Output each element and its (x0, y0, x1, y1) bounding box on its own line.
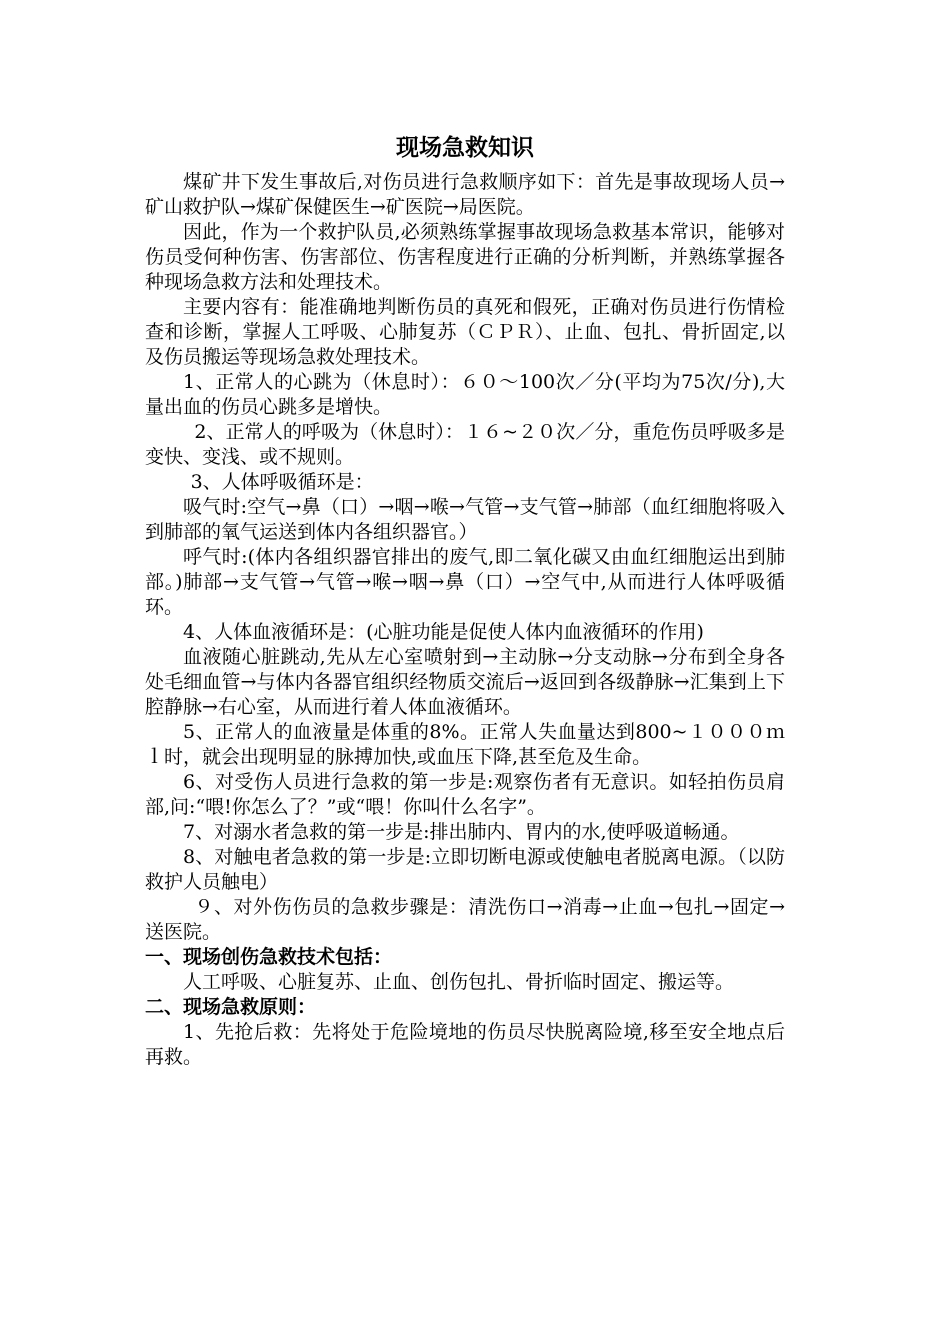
paragraph-item-3-respiration-cycle: 3、人体呼吸循环是： (190, 471, 374, 493)
paragraph-exhale: 呼气时:(体内各组织器官排出的废气,即二氧化碳又由血红细胞运出到肺部。)肺部→支气管→气管→喉→咽→鼻（口）→空气中,从而进行人体呼吸循环。 (145, 546, 785, 618)
paragraph-item-1-heartbeat: 1、正常人的心跳为（休息时）：６０～100次／分(平均为75次/分),大量出血的伤员心跳多是增快。 (145, 371, 785, 418)
document-title: 现场急救知识 (396, 135, 534, 161)
paragraph-item-6-first-step: 6、对受伤人员进行急救的第一步是:观察伤者有无意识。如轻拍伤员肩部,问:“喂!你怎么了？”或“喂！你叫什么名字”。 (145, 771, 785, 818)
paragraph-trauma-techniques: 人工呼吸、心脏复苏、止血、创伤包扎、骨折临时固定、搬运等。 (183, 971, 735, 993)
paragraph-item-9-trauma-steps: ９、对外伤伤员的急救步骤是：清洗伤口→消毒→止血→包扎→固定→送医院。 (145, 896, 785, 943)
paragraph-main-content: 主要内容有：能准确地判断伤员的真死和假死，正确对伤员进行伤情检查和诊断，掌握人工呼吸、心肺复苏（ＣＰＲ）、止血、包扎、骨折固定,以及伤员搬运等现场急救处理技术。 (145, 296, 785, 368)
paragraph-rescue-order: 煤矿井下发生事故后,对伤员进行急救顺序如下：首先是事故现场人员→矿山救护队→煤矿保健医生→矿医院→局医院。 (145, 171, 785, 218)
paragraph-item-4-blood-circulation: 4、人体血液循环是：(心脏功能是促使人体内血液循环的作用) (183, 621, 704, 643)
paragraph-inhale: 吸气时:空气→鼻（口）→咽→喉→气管→支气管→肺部（血红细胞将吸入到肺部的氧气运送到体内各组织器官。） (145, 496, 785, 543)
paragraph-item-7-drowning: 7、对溺水者急救的第一步是:排出肺内、胃内的水,使呼吸道畅通。 (183, 821, 740, 843)
document-body (145, 132, 785, 1070)
paragraph-item-2-breathing: 2、正常人的呼吸为（休息时）：１６~２０次／分，重危伤员呼吸多是变快、变浅、或不规则。 (145, 421, 785, 468)
paragraph-item-8-electric-shock: 8、对触电者急救的第一步是:立即切断电源或使触电者脱离电源。（以防救护人员触电） (145, 846, 785, 893)
paragraph-blood-flow: 血液随心脏跳动,先从左心室喷射到→主动脉→分支动脉→分布到全身各处毛细血管→与体内各器官组织经物质交流后→返回到各级静脉→汇集到上下腔静脉→右心室，从而进行着人体血液循环。 (145, 646, 785, 718)
section-heading-rescue-principles: 二、现场急救原则： (145, 996, 317, 1018)
section-heading-trauma-techniques: 一、现场创伤急救技术包括： (145, 946, 393, 968)
paragraph-rescuer-skills: 因此，作为一个救护队员,必须熟练掌握事故现场急救基本常识，能够对伤员受何种伤害、伤害部位、伤害程度进行正确的分析判断，并熟练掌握各种现场急救方法和处理技术。 (145, 221, 785, 293)
paragraph-item-5-blood-volume: 5、正常人的血液量是体重的8%。正常人失血量达到800~１０００ｍｌ时，就会出现明显的脉搏加快,或血压下降,甚至危及生命。 (145, 721, 785, 768)
paragraph-rescue-principle-1: 1、先抢后救：先将处于危险境地的伤员尽快脱离险境,移至安全地点后再救。 (145, 1021, 785, 1068)
